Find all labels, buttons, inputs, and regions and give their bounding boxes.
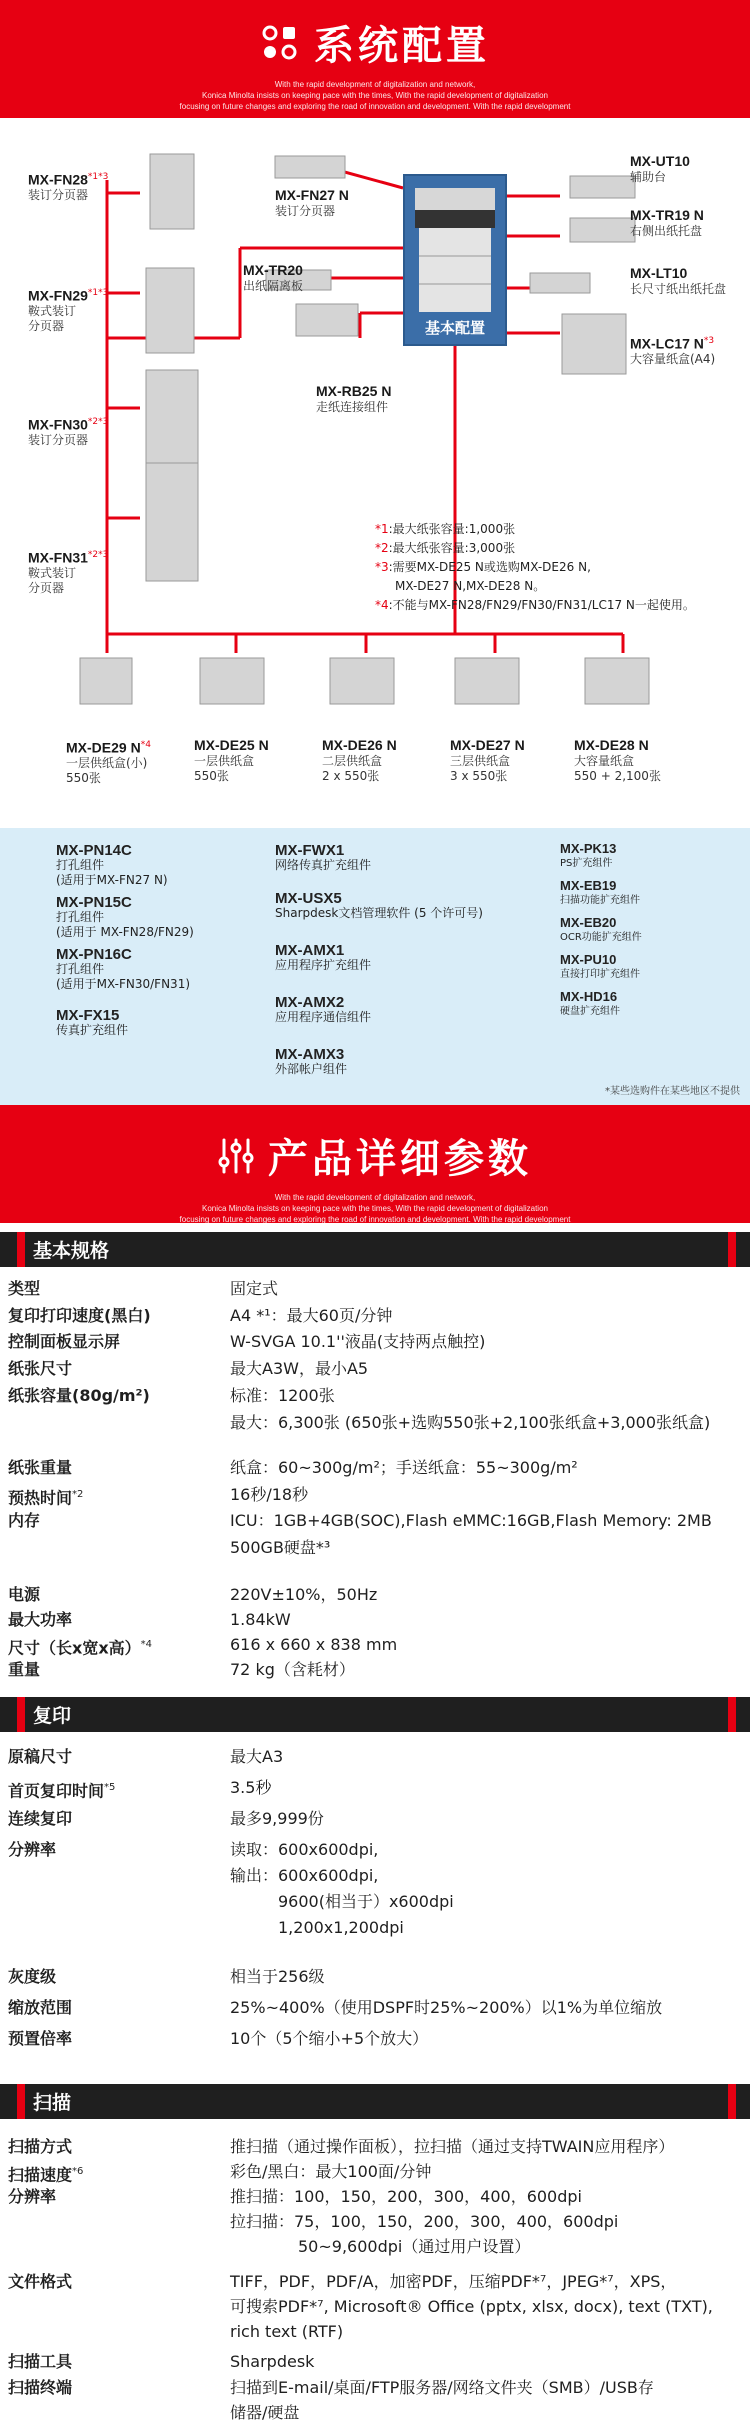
option-amx2: MX-AMX2 应用程序通信组件 [275,994,372,1024]
option-pu10: MX-PU10 直接打印扩充组件 [560,952,640,980]
option-label-lt10: MX-LT10 长尺寸纸出纸托盘 [630,265,727,296]
option-label-ut10: MX-UT10 辅助台 [630,153,690,184]
option-label-de26: MX-DE26 N 二层供纸盒 2 x 550张 [322,737,397,783]
option-label-fn31: $MX-FN31^{*2*3}$ 鞍式装订 分页器 [28,549,109,596]
mfp-device-icon [405,176,505,316]
product-specs-banner [0,1105,750,1223]
system-config-banner [0,0,750,118]
footnotes: *1:最大纸张容量:1,000张 *2:最大纸张容量:3,000张 *3:需要MX-DE25 N或选购MX-DE26 N, MX-DE27 N,MX-DE28 N。 *4:不能与MX-FN28/FN29/FN30/FN31/LC17 N一起使用。 [375,522,695,612]
option-pk13: MX-PK13 PS扩充组件 [560,841,617,869]
option-label-tr20: MX-TR20 出纸隔离板 [243,262,304,293]
sliders-icon [218,1136,254,1176]
option-label-lc17: MX-LC17 $N^{*3}$ 大容量纸盒(A4) [630,335,716,367]
banner-subtitle: With the rapid development of digitalization and network, Konica Minolta insists on keeping pace with the times, With the rapid development of digitalization focusing on future changes and exploring the road of innovation and development. With the rapid development [179,80,571,111]
option-eb19: MX-EB19 扫描功能扩充组件 [560,878,640,906]
config-dots-icon [260,23,300,63]
option-label-fn27: MX-FN27 N 装订分页器 [275,187,349,218]
center-config-label: 基本配置 [424,319,485,337]
banner-subtitle: With the rapid development of digitalization and network, Konica Minolta insists on keeping pace with the times, With the rapid development of digitalization focusing on future changes and exploring the road of innovation and development. With the rapid development [179,1193,571,1223]
option-fx15: MX-FX15 传真扩充组件 [56,1007,129,1037]
section-header-basic: 基本规格 [0,1232,750,1267]
options-availability-note: *某些选购件在某些地区不提供 [605,1086,740,1097]
option-label-rb25: MX-RB25 N 走纸连接组件 [316,383,392,414]
option-pn16c: MX-PN16C 打孔组件 (适用于MX-FN30/FN31) [56,946,191,991]
option-label-tr19: MX-TR19 N 右侧出纸托盘 [630,207,704,238]
option-label-de29: MX-DE29 $N^{*4}$ 一层供纸盒(小) 550张 [66,739,151,786]
option-amx3: MX-AMX3 外部帐户组件 [275,1046,348,1076]
option-label-fn30: $MX-FN30^{*2*3}$ 装订分页器 [28,416,109,448]
option-label-fn28: $MX-FN28^{*1*3}$ 装订分页器 [28,171,109,203]
optional-accessories-panel [0,828,750,1105]
section-header-copy: 复印 [0,1697,750,1732]
banner-title: 产品详细参数 [268,1136,532,1182]
basic-config-machine [403,174,507,346]
option-label-de27: MX-DE27 N 三层供纸盒 3 x 550张 [450,737,525,783]
option-label-fn29: $MX-FN29^{*1*3}$ 鞍式装订 分页器 [28,287,109,334]
banner-title: 系统配置 [314,23,490,69]
option-label-de28: MX-DE28 N 大容量纸盒 550 + 2,100张 [574,737,661,783]
option-hd16: MX-HD16 硬盘扩充组件 [560,989,620,1017]
option-label-de25: MX-DE25 N 一层供纸盒 550张 [194,737,269,783]
section-header-scan: 扫描 [0,2084,750,2119]
option-amx1: MX-AMX1 应用程序扩充组件 [275,942,372,972]
system-config-diagram [0,118,750,828]
option-usx5: MX-USX5 Sharpdesk文档管理软件 (5 个许可号) [275,890,483,920]
option-pn15c: MX-PN15C 打孔组件 (适用于 MX-FN28/FN29) [56,894,194,939]
option-pn14c: MX-PN14C 打孔组件 (适用于MX-FN27 N) [56,842,168,887]
option-eb20: MX-EB20 OCR功能扩充组件 [560,915,642,943]
option-fwx1: MX-FWX1 网络传真扩充组件 [275,842,372,872]
